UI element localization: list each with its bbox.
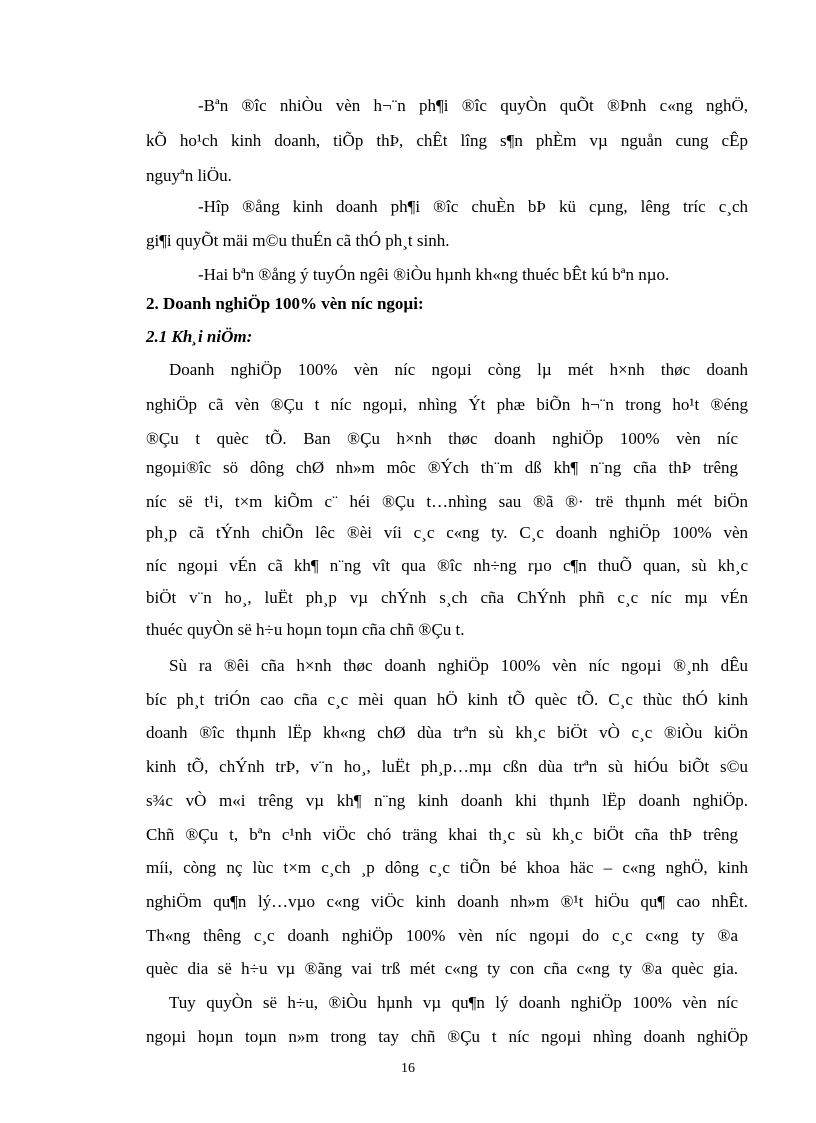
text-line: nghiÖm qu¶n lý…vµo c«ng viÖc kinh doanh nh»m ®¹t hiÖu qu¶ cao nhÊt. bbox=[146, 892, 748, 911]
text-line: bíc ph¸t triÓn cao cña c¸c mèi quan hÖ kinh tÕ quèc tÕ. C¸c thùc thÓ kinh bbox=[146, 690, 748, 709]
text-line: thuéc quyÒn së h÷u hoµn toµn cña chñ ®Çu t. bbox=[146, 620, 465, 639]
text-line: Sù ra ®êi cña h×nh thøc doanh nghiÖp 100% vèn níc ngoµi ®¸nh dÊu bbox=[169, 656, 748, 675]
text-line: -Hai bªn ®ång ý tuyÓn ngêi ®iÒu hµnh kh«ng thuéc bÊt kú bªn nµo. bbox=[198, 265, 670, 284]
subsection-heading: 2.1 Kh¸i niÖm: bbox=[146, 327, 253, 346]
text-line: nguyªn liÖu. bbox=[146, 166, 232, 185]
text-line: -Hîp ®ång kinh doanh ph¶i ®îc chuÈn bÞ kü cµng, lêng tríc c¸ch bbox=[198, 197, 748, 216]
text-line: -Bªn ®îc nhiÒu vèn h¬¨n ph¶i ®îc quyÒn quÕt ®Þnh c«ng nghÖ, bbox=[198, 96, 748, 115]
text-line: quèc dia së h÷u vµ ®ãng vai trß mét c«ng ty con cña c«ng ty ®a quèc gia. bbox=[146, 959, 738, 978]
text-line: biÖt v¨n ho¸, luËt ph¸p vµ chÝnh s¸ch cña ChÝnh phñ c¸c níc mµ vÉn bbox=[146, 588, 748, 607]
text-line: níc së t¹i, t×m kiÕm c¨ héi ®Çu t…nhìng sau ®ã ®· trë thµnh mét biÖn bbox=[146, 492, 748, 511]
text-line: gi¶i quyÕt mäi m©u thuÉn cã thÓ ph¸t sinh. bbox=[146, 231, 450, 250]
text-line: ngoµi hoµn toµn n»m trong tay chñ ®Çu t níc ngoµi nhìng doanh nghiÖp bbox=[146, 1027, 748, 1046]
text-line: Doanh nghiÖp 100% vèn níc ngoµi còng lµ mét h×nh thøc doanh bbox=[169, 360, 748, 379]
text-line: s¾c vÒ m«i trêng vµ kh¶ n¨ng kinh doanh khi thµnh lËp doanh nghiÖp. bbox=[146, 791, 748, 810]
section-heading: 2. Doanh nghiÖp 100% vèn níc ngoµi: bbox=[146, 294, 424, 313]
text-line: kinh tÕ, chÝnh trÞ, v¨n ho¸, luËt ph¸p…mµ cßn dùa trªn sù hiÓu biÕt s©u bbox=[146, 757, 748, 776]
text-line: ngoµi®îc sö dông chØ nh»m môc ®Ých th¨m dß kh¶ n¨ng cña thÞ trêng bbox=[146, 458, 738, 477]
text-line: Tuy quyÒn së h÷u, ®iÒu hµnh vµ qu¶n lý doanh nghiÖp 100% vèn níc bbox=[169, 993, 738, 1012]
text-line: doanh ®îc thµnh lËp kh«ng chØ dùa trªn sù kh¸c biÖt vÒ c¸c ®iÒu kiÖn bbox=[146, 723, 748, 742]
text-line: ph¸p cã tÝnh chiÕn lêc ®èi víi c¸c c«ng ty. C¸c doanh nghiÖp 100% vèn bbox=[146, 523, 748, 542]
text-line: Chñ ®Çu t, bªn c¹nh viÖc chó träng khai th¸c sù kh¸c biÖt cña thÞ trêng bbox=[146, 825, 738, 844]
text-line: kÕ ho¹ch kinh doanh, tiÕp thÞ, chÊt lîng s¶n phÈm vµ nguån cung cÊp bbox=[146, 131, 748, 150]
text-line: nghiÖp cã vèn ®Çu t níc ngoµi, nhìng Ýt phæ biÕn h¬¨n trong ho¹t ®éng bbox=[146, 395, 748, 414]
text-line: míi, còng nç lùc t×m c¸ch ¸p dông c¸c tiÕn bé khoa häc – c«ng nghÖ, kinh bbox=[146, 858, 748, 877]
text-line: níc ngoµi vÉn cã kh¶ n¨ng vît qua ®îc nh÷ng rµo c¶n thuÕ quan, sù kh¸c bbox=[146, 556, 748, 575]
text-line: ®Çu t quèc tÕ. Ban ®Çu h×nh thøc doanh nghiÖp 100% vèn níc bbox=[146, 429, 738, 448]
text-line: Th«ng thêng c¸c doanh nghiÖp 100% vèn níc ngoµi do c¸c c«ng ty ®a bbox=[146, 926, 738, 945]
page-number: 16 bbox=[401, 1061, 415, 1076]
